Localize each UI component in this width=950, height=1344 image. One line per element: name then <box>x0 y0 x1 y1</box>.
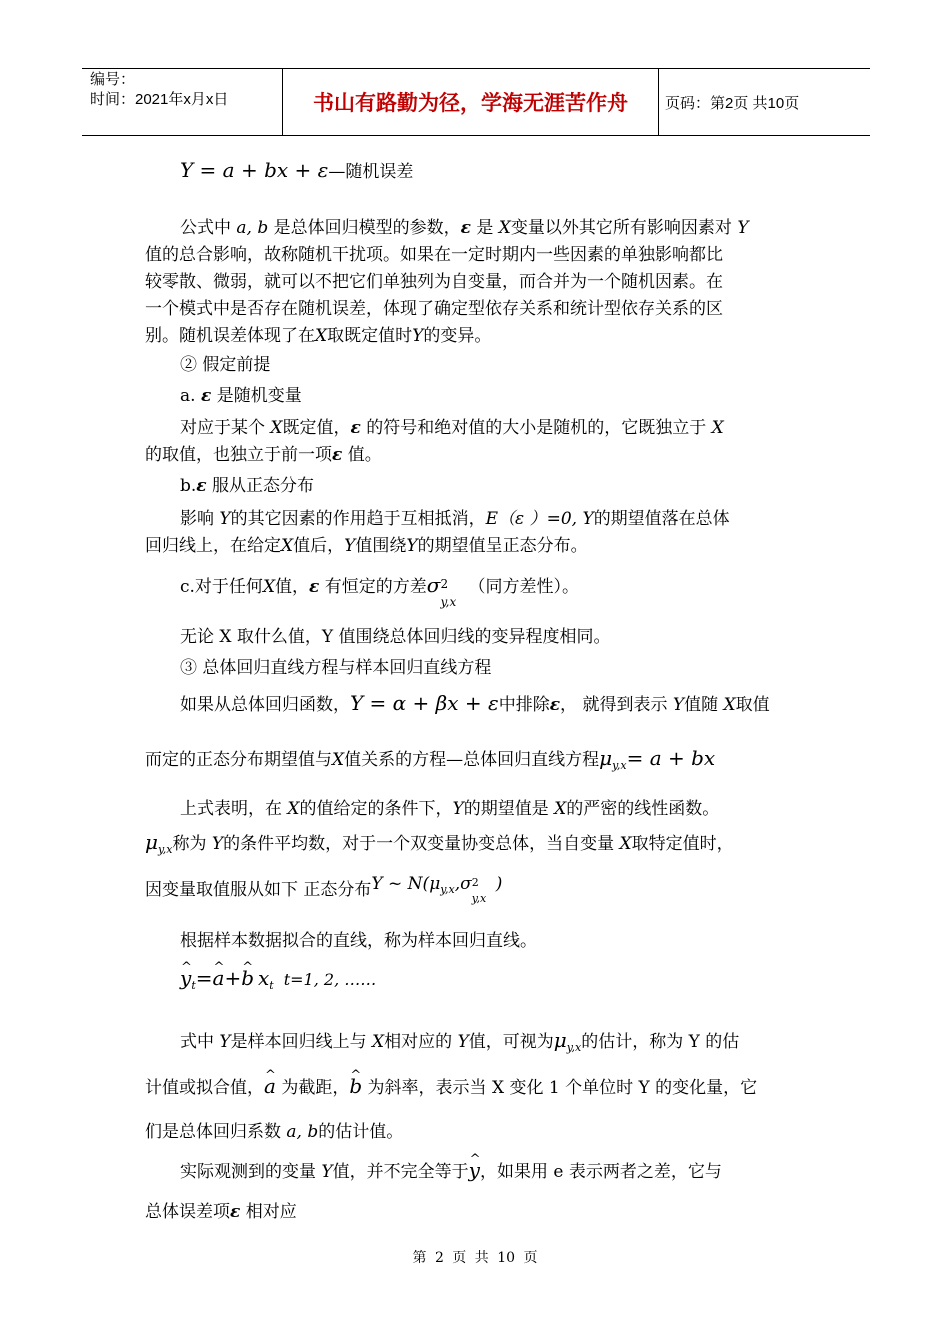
text: 如果从总体回归函数， <box>180 695 350 715</box>
paragraph-2-line-1 <box>180 416 724 440</box>
normal-dist-head: Y ~ N( <box>371 874 430 894</box>
header-divider-right <box>658 68 659 136</box>
math-x: X <box>262 577 276 597</box>
paragraph-8-line-3 <box>145 1120 403 1144</box>
subscript-yx: y,x <box>158 843 173 856</box>
sample-regression-formula <box>180 966 376 998</box>
text: 服从正态分布 <box>206 476 315 496</box>
text: 公式中 <box>180 218 237 238</box>
a-hat: ^ a <box>213 966 225 990</box>
section-assumptions-heading: ② 假定前提 <box>180 355 271 375</box>
math-y: Y <box>219 509 231 529</box>
paragraph-3-line-2 <box>145 534 588 558</box>
paragraph-6-line-1 <box>180 797 719 821</box>
text: 值关系的方程—总体回归直线方程 <box>344 750 600 770</box>
math-x-var: x <box>258 966 270 990</box>
paragraph-5-line-1 <box>180 691 770 717</box>
expectation-expression: E（ε ）=0, <box>485 509 578 529</box>
text: 的取值，也独立于前一项 <box>145 445 332 465</box>
math-mu: μ <box>429 874 441 894</box>
paragraph-3-line-1 <box>180 507 730 531</box>
text: 式中 <box>180 1032 220 1052</box>
text: 的符号和绝对值的大小是随机的，它既独立于 <box>360 418 712 438</box>
epsilon-symbol: ε <box>549 695 561 715</box>
math-y: Y <box>406 536 418 556</box>
text: 的估计值。 <box>318 1122 404 1142</box>
text: 相对应的 <box>384 1032 458 1052</box>
assumption-c <box>180 573 579 609</box>
math-ab: a, b <box>286 1122 319 1142</box>
plus: + <box>224 966 242 990</box>
math-sigma: σ <box>426 573 441 597</box>
text: 影响 <box>180 509 220 529</box>
text: 对应于某个 <box>180 418 271 438</box>
equals: = <box>195 966 213 990</box>
math-x: X <box>372 1032 385 1052</box>
text: 值后， <box>293 536 345 556</box>
epsilon-symbol: ε <box>460 218 471 238</box>
y-hat: ^ y <box>180 966 191 990</box>
assumption-a <box>180 384 302 408</box>
math-x: X <box>315 326 328 346</box>
text: 别。随机误差体现了在 <box>145 326 315 346</box>
epsilon-symbol: ε <box>230 1202 241 1222</box>
subscript-yx: y,x <box>566 1041 582 1054</box>
text: 的期望值是 <box>463 799 555 819</box>
text: 上式表明，在 <box>180 799 288 819</box>
subscript-t: t <box>191 979 196 992</box>
math-y: Y <box>211 834 224 854</box>
math-y: Y <box>582 509 594 529</box>
text: 因变量取值服从如下 正态分布 <box>145 880 372 900</box>
text: 变量以外其它所有影响因素对 <box>510 218 738 238</box>
text: 值随 <box>684 695 724 715</box>
math-y: Y <box>219 1032 231 1052</box>
b-hat: ^ b <box>349 1074 362 1098</box>
math-x: X <box>711 418 724 438</box>
subscript-yx: y,x <box>471 892 487 905</box>
page-footer: 第 2 页 共 10 页 <box>412 1250 538 1266</box>
text: 取特定值时， <box>631 834 734 854</box>
text: 值，并不完全等于 <box>332 1162 469 1182</box>
epsilon-symbol: ε <box>332 445 343 465</box>
population-model-formula: Y = α + βx + ε <box>350 691 499 715</box>
model-formula-line <box>180 158 413 184</box>
epsilon-symbol: ε <box>200 386 212 406</box>
subscript-t: t <box>269 979 274 992</box>
text: 的估计，称为 Y 的估 <box>581 1032 740 1052</box>
math-y: Y <box>672 695 685 715</box>
text: 的变异。 <box>423 326 492 346</box>
math-y: Y <box>321 1162 333 1182</box>
text: 相对应 <box>240 1202 297 1222</box>
paragraph-7: 根据样本数据拟合的直线，称为样本回归直线。 <box>180 931 537 951</box>
math-mu: μ <box>145 830 158 854</box>
text: c.对于任何 <box>180 577 263 597</box>
t-index-range: t=1, 2, …… <box>283 970 377 989</box>
text: 为截距， <box>275 1078 350 1098</box>
paragraph-6-line-3 <box>145 874 503 908</box>
text: 的条件平均数，对于一个双变量协变总体，当自变量 <box>223 834 620 854</box>
paragraph-6-line-2 <box>145 830 734 862</box>
text: 是样本回归线上与 <box>230 1032 373 1052</box>
model-formula-caption: —随机误差 <box>328 162 414 182</box>
text: 计值或拟合值， <box>145 1078 264 1098</box>
text: 值围绕 <box>355 536 407 556</box>
text: ，如果用 e 表示两者之差，它与 <box>479 1162 722 1182</box>
text: 取既定值时 <box>327 326 413 346</box>
math-x: X <box>723 695 736 715</box>
text: 的其它因素的作用趋于互相抵消， <box>230 509 486 529</box>
text: 值。 <box>342 445 382 465</box>
superscript-2: 2 <box>440 577 449 591</box>
time-label: 时间：2021年x月x日 <box>90 91 229 108</box>
paragraph-1-line-1 <box>180 216 749 240</box>
model-formula: Y = a + bx + ε <box>180 158 329 182</box>
superscript-2: 2 <box>471 876 479 889</box>
b-hat: ^ b <box>241 966 254 990</box>
math-x: X <box>619 834 632 854</box>
paragraph-5-line-2 <box>145 746 715 778</box>
header-page-info: 页码：第2页 共10页 <box>665 94 800 112</box>
math-mu: μ <box>553 1028 567 1052</box>
text: 既定值， <box>282 418 351 438</box>
epsilon-symbol: ε <box>350 418 361 438</box>
math-y: Y <box>412 326 424 346</box>
math-sigma: σ <box>460 874 472 894</box>
math-y: Y <box>344 536 356 556</box>
paragraph-2-line-2 <box>145 443 382 467</box>
text: 值，可视为 <box>468 1032 554 1052</box>
text: 称为 <box>172 834 212 854</box>
math-x: X <box>554 799 567 819</box>
comma: , <box>454 874 461 894</box>
list-label: a. <box>180 386 196 406</box>
paragraph-4: 无论 X 取什么值，Y 值围绕总体回归线的变异程度相同。 <box>180 627 611 647</box>
subscript-yx: y,x <box>440 595 457 609</box>
math-x: X <box>287 799 300 819</box>
epsilon-symbol: ε <box>196 476 207 496</box>
paragraph-1-line-3: 较零散、微弱，就可以不把它们单独列为自变量，而合并为一个随机因素。在 <box>145 272 723 292</box>
paragraph-9-line-1 <box>180 1158 722 1184</box>
paragraph-1-line-2: 值的总合影响，故称随机干扰项。如果在一定时期内一些因素的单独影响都比 <box>145 245 723 265</box>
text: 中排除 <box>498 695 550 715</box>
text: 取值 <box>735 695 770 715</box>
math-y: Y <box>452 799 464 819</box>
subscript-yx: y,x <box>440 883 455 896</box>
text: 总体误差项 <box>145 1202 230 1222</box>
text: 是 <box>470 218 499 238</box>
text: 们是总体回归系数 <box>145 1122 287 1142</box>
text: 的期望值落在总体 <box>593 509 730 529</box>
text: （同方差性）。 <box>468 577 579 597</box>
math-ab: a, b <box>236 218 269 238</box>
math-x: X <box>270 418 283 438</box>
assumption-b <box>180 474 314 498</box>
math-x: X <box>281 536 294 556</box>
text: 是总体回归模型的参数， <box>268 218 461 238</box>
number-label: 编号： <box>90 71 136 88</box>
paragraph-8-line-2 <box>145 1074 757 1100</box>
population-line-rhs: = a + bx <box>626 746 716 770</box>
paragraph-1-line-5 <box>145 324 491 348</box>
header-motto: 书山有路勤为径，学海无涯苦作舟 <box>313 91 628 115</box>
subscript-yx: y,x <box>612 759 627 772</box>
math-y: Y <box>737 218 749 238</box>
epsilon-symbol: ε <box>309 577 320 597</box>
text: 的严密的线性函数。 <box>566 799 720 819</box>
paragraph-9-line-2 <box>145 1200 297 1224</box>
a-hat: ^ a <box>264 1074 276 1098</box>
math-x: X <box>498 218 511 238</box>
text: 实际观测到的变量 <box>180 1162 322 1182</box>
math-x: X <box>332 750 345 770</box>
text: 值， <box>275 577 310 597</box>
text: 为斜率，表示当 X 变化 1 个单位时 Y 的变化量，它 <box>362 1078 758 1098</box>
text: 的值给定的条件下， <box>299 799 453 819</box>
list-label: b. <box>180 476 197 496</box>
paragraph-1-line-4: 一个模式中是否存在随机误差，体现了确定型依存关系和统计型依存关系的区 <box>145 299 723 319</box>
text: 而定的正态分布期望值与 <box>145 750 332 770</box>
math-mu: μ <box>599 746 613 770</box>
section-regression-heading: ③ 总体回归直线方程与样本回归直线方程 <box>180 658 492 678</box>
math-y: Y <box>457 1032 469 1052</box>
text: 回归线上，在给定 <box>145 536 281 556</box>
text: 的期望值呈正态分布。 <box>417 536 588 556</box>
y-hat: ^ y <box>469 1158 480 1182</box>
text: ， 就得到表示 <box>560 695 673 715</box>
text: 是随机变量 <box>211 386 302 406</box>
close-paren: ) <box>495 874 503 894</box>
header-left-cell <box>90 70 280 110</box>
text: 有恒定的方差 <box>319 577 427 597</box>
paragraph-8-line-1 <box>180 1028 739 1060</box>
